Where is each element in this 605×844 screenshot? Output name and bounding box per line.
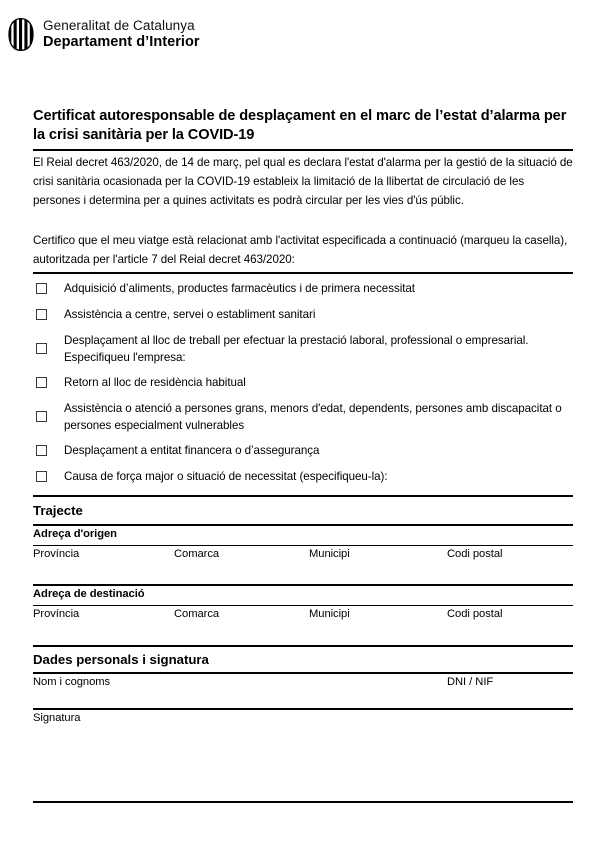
- organisation-header: [8, 18, 200, 51]
- reason-row-assistencia-sanitari[interactable]: [33, 306, 574, 324]
- field-label-dni-nif: DNI / NIF: [447, 676, 494, 688]
- field-label-destination-codi-postal: Codi postal: [447, 608, 503, 620]
- section-title-personal-data: Dades personals i signatura: [33, 652, 209, 667]
- field-label-origin-provincia: Província: [33, 548, 80, 560]
- field-label-origin-comarca: Comarca: [174, 548, 220, 560]
- reason-row-entitat-financera[interactable]: [33, 442, 574, 460]
- checkbox-forca-major[interactable]: [36, 471, 47, 482]
- checkbox-desplacament-treball[interactable]: [36, 343, 47, 354]
- reason-label-retorn-residencia: Retorn al lloc de residència habitual: [64, 375, 246, 389]
- reason-row-forca-major[interactable]: [33, 468, 574, 486]
- organisation-name: [43, 18, 200, 50]
- field-label-destination-comarca: Comarca: [174, 608, 220, 620]
- reason-label-desplacament-treball: Desplaçament al lloc de treball per efectuar la prestació laboral, professional o empresarial. Especifiqueu l'empresa:: [64, 334, 529, 365]
- checkbox-entitat-financera[interactable]: [36, 445, 47, 456]
- organisation-line-generalitat: Generalitat de Catalunya: [43, 18, 195, 34]
- divider-above-destination: [33, 584, 573, 586]
- checkbox-retorn-residencia[interactable]: [36, 377, 47, 388]
- checkbox-adquisicio-aliments[interactable]: [36, 283, 47, 294]
- divider-below-origin-heading: [33, 545, 573, 546]
- reason-label-assistencia-sanitari: Assistència a centre, servei o establiment sanitari: [64, 308, 316, 321]
- field-label-origin-municipi: Municipi: [309, 548, 350, 560]
- field-label-destination-provincia: Província: [33, 608, 80, 620]
- divider-below-title: [33, 149, 573, 151]
- declaration-paragraph: Certifico que el meu viatge està relacionat amb l'activitat especificada a continuació (marqueu la casella), autoritzada per l'article 7 del Reial decret 463/2020:: [33, 234, 568, 266]
- reason-label-assistencia-persones: Assistència o atenció a persones grans, menors d'edat, dependents, persones amb discapacitat o persones especialment vulnerables: [64, 401, 562, 433]
- checkbox-assistencia-persones[interactable]: [36, 411, 47, 422]
- field-label-signatura: Signatura: [33, 712, 81, 724]
- divider-below-destination-heading: [33, 605, 573, 606]
- divider-above-origin: [33, 524, 573, 526]
- generalitat-catalunya-emblem-icon: [8, 18, 34, 51]
- subsection-title-origin: Adreça d'origen: [33, 528, 117, 540]
- intro-paragraph: El Reial decret 463/2020, de 14 de març, pel qual es declara l'estat d'alarma per la gestió de la situació de crisi sanitària ocasionada per la COVID-19 estableix la limitació de la llibertat de circulació de les persones i determina per a quines activitats es podrà circular per les vies d'ús públic.: [33, 156, 573, 207]
- divider-above-personal-data: [33, 645, 573, 647]
- reason-row-adquisicio-aliments[interactable]: [33, 280, 574, 298]
- reason-row-assistencia-persones[interactable]: [33, 400, 574, 435]
- subsection-title-destination: Adreça de destinació: [33, 588, 145, 600]
- divider-below-personal-data-heading: [33, 672, 573, 674]
- section-title-trajecte: Trajecte: [33, 503, 83, 518]
- footer-divider: [33, 801, 573, 803]
- divider-above-reasons: [33, 272, 573, 274]
- divider-above-trajecte: [33, 495, 573, 497]
- reason-row-desplacament-treball[interactable]: [33, 332, 574, 367]
- reason-label-forca-major: Causa de força major o situació de necessitat (especifiqueu-la):: [64, 469, 388, 483]
- divider-above-signature: [33, 708, 573, 710]
- reasons-checklist: [33, 280, 574, 494]
- reason-label-adquisicio-aliments: Adquisició d’aliments, productes farmacèutics i de primera necessitat: [64, 282, 415, 295]
- organisation-line-departament: Departament d’Interior: [43, 33, 200, 50]
- field-label-nom-cognoms: Nom i cognoms: [33, 676, 111, 688]
- reason-label-entitat-financera: Desplaçament a entitat financera o d’assegurança: [64, 443, 320, 457]
- field-label-origin-codi-postal: Codi postal: [447, 548, 503, 560]
- field-label-destination-municipi: Municipi: [309, 608, 350, 620]
- checkbox-assistencia-sanitari[interactable]: [36, 309, 47, 320]
- page-title: Certificat autoresponsable de desplaçament en el marc de l’estat d’alarma per la crisi sanitària per la COVID-19: [33, 108, 567, 144]
- reason-row-retorn-residencia[interactable]: [33, 374, 574, 392]
